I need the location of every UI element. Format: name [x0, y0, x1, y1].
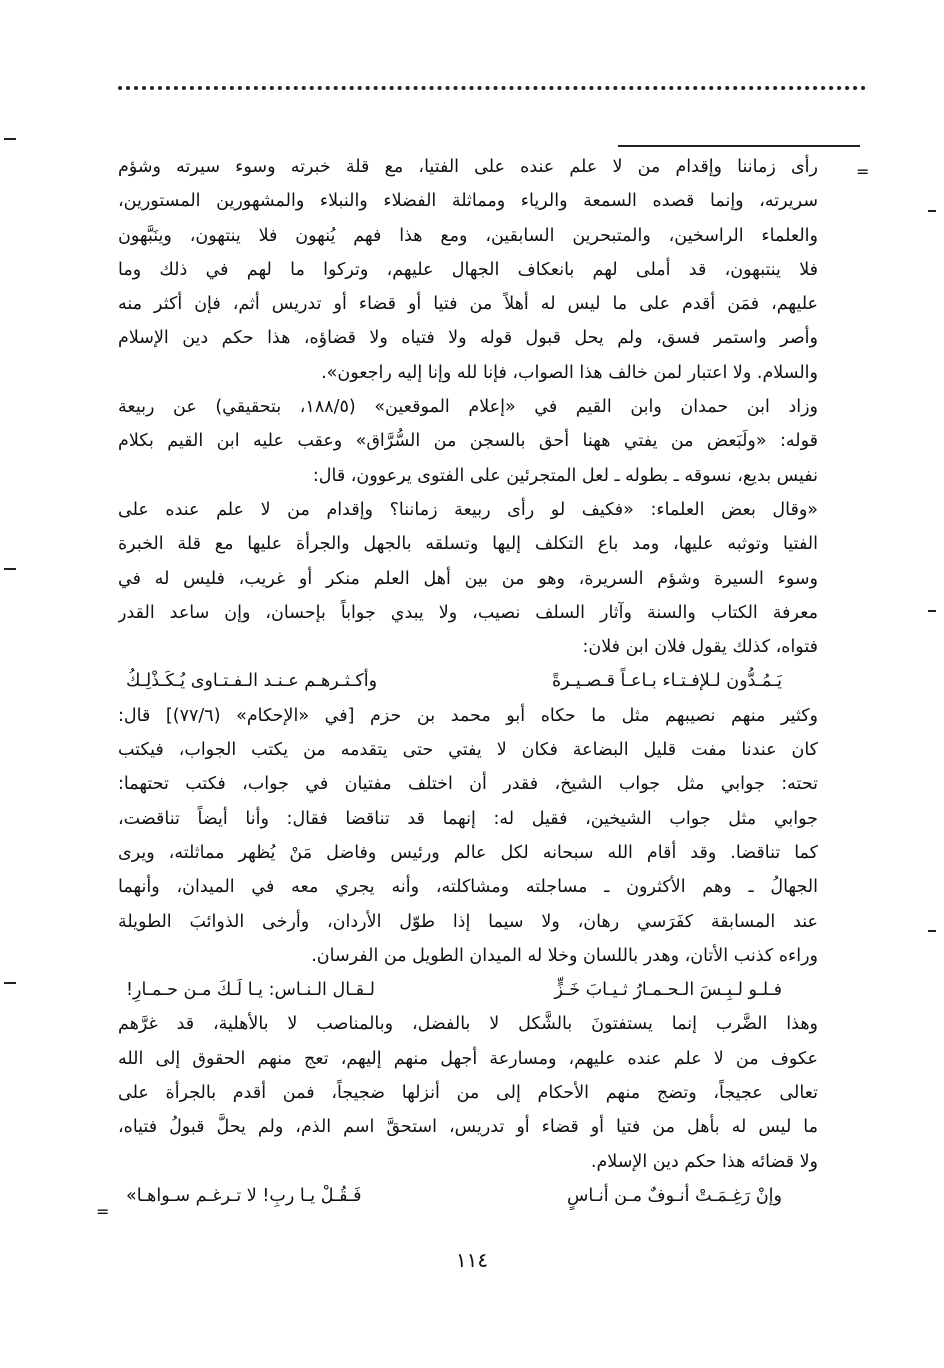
scan-edge-mark: [928, 210, 936, 212]
text-line: والعلماء الراسخين، والمتبحرين السابقين، ومع هذا فهم يُنهون فلا ينتهون، وينَبَّهون: [118, 225, 818, 246]
verse-second-hemistich: لـقـال الـنـاس: يـا لَـكَ مـن حـمـارِ!: [126, 980, 375, 1001]
text-line: تعالى عجيجاً، وتضج منهم الأحكام إلى من أنزلها ضجيجاً، فمن أقدم بالجرأة على: [118, 1083, 818, 1104]
text-line: «وقال بعض العلماء: «فكيف لو رأى ربيعة زماننا؟ وإقدام من لا علم عنده على: [118, 499, 818, 520]
continuation-mark-top: =: [856, 162, 870, 181]
scan-edge-mark: [4, 138, 16, 140]
paragraph-ibn-hamdan: [118, 390, 818, 493]
paragraph-ibn-hazm: [118, 699, 818, 973]
verse-first-hemistich: يَـمُـدُّون لـلإفـتـاء بـاعـاً قـصـيـرةً: [551, 671, 782, 692]
text-line: نفيس بديع، نسوقه ـ بطوله ـ لعل المتجرئين على الفتوى يرعوون، قال:: [312, 465, 818, 486]
footnote-separator-rule: [618, 145, 860, 147]
text-line: كان عندنا مفت قليل البضاعة فكان لا يفتي حتى يتقدمه من يكتب الجواب، فيكتب: [118, 740, 818, 761]
text-line: قوله: «ولَبَعض من يفتي ههنا أحق بالسجن من السُّرَّاق» وعقب عليه ابن القيم بكلام: [118, 431, 818, 452]
text-line: تحته: جوابي مثل جواب الشيخ، فقدر أن اختلف مفتيان في جواب، فكتب تحتهما:: [118, 774, 818, 795]
text-line: الفتيا وتوثبه عليها، ومد باع التكلف إليها وتسلقه بالجهل والجرأة عليها مع قلة الخبرة: [118, 534, 818, 555]
scan-edge-mark: [4, 982, 16, 984]
text-line: وكثير منهم نصيبهم مثل ما حكاه أبو محمد بن حزم [في «الإحكام» (٧٧/٦)] قال:: [118, 705, 818, 726]
footnote-continuation: [118, 150, 818, 390]
text-line: عند المسابقة كفَرَسي رهان، ولا سيما إذا طوّل الأردان، وأرخى الذوائبَ الطويلة: [118, 911, 818, 932]
scan-edge-mark: [928, 610, 936, 612]
text-line: جوابي مثل جواب الشيخين، فقيل له: إنهما قد تناقضا فقال: وأنا أيضاً تناقضت،: [118, 808, 818, 829]
text-line: معرفة الكتاب والسنة وآثار السلف نصيب، ولا يبدي جواباً بإحسان، وإن ساعد القدر: [118, 602, 818, 623]
page-body: [118, 150, 818, 1213]
text-line: وزاد ابن حمدان وابن القيم في «إعلام الموقعين» (١٨٨/٥، بتحقيقي) عن ربيعة: [118, 397, 818, 418]
text-line: وراءه كذنب الأتان، وهدر باللسان وخلا له الميدان الطويل من الفرسان.: [311, 945, 818, 966]
verse-second-hemistich: فَـقُـلْ يـا ربِ! لا تـرغـم سـواهـا»: [126, 1185, 362, 1206]
text-line: وأصر واستمر فسق، ولم يحل قبول قوله ولا فتياه ولا قضاؤه، هذا حكم دين الإسلام: [118, 328, 818, 349]
page-number: ١١٤: [455, 1248, 489, 1272]
text-line: عليهم، فمَن أقدم على ما ليس له أهلاً من فتيا أو قضاء أو تدريس أثم، فإن أكثر منه: [118, 294, 818, 315]
text-line: وهذا الضَّرب إنما يستفتونَ بالشَّكل لا بالفضل، وبالمناصب لا بالأهلية، قد غرَّهم: [118, 1014, 818, 1035]
text-line: سريرته، وإنما قصده السمعة والرياء ومماثلة الفضلاء والنبلاء والمشهورين المستورين،: [118, 191, 818, 212]
text-line: رأى زماننا وإقدام من لا علم عنده على الفتيا، مع قلة خبرته وسوء سيرته وشؤم: [118, 157, 818, 177]
scan-edge-mark: [4, 568, 16, 570]
paragraph-this-kind: [118, 1007, 818, 1178]
text-line: عكوف من لا علم عنده عليهم، ومسارعة أجهل منهم إليهم، تعج منهم الحقوق إلى الله: [118, 1048, 818, 1069]
text-line: فتواه، كذلك يقول فلان ابن فلان:: [582, 637, 818, 658]
text-line: فلا ينتبهون، قد أملى لهم بانعكاف الجهال عليهم، وتركوا ما لهم في ذلك وما: [118, 259, 818, 280]
poetry-verse: [118, 664, 818, 698]
poetry-verse: [118, 1179, 818, 1213]
verse-second-hemistich: وأكـثـرهـم عـنـد الـفـتـاوى يُـكَـذْلِـكُ: [126, 671, 378, 692]
poetry-verse: [118, 973, 818, 1007]
text-line: ما ليس له بأهل من فتيا أو قضاء أو تدريس، استحقَّ اسم الذم، ولم يحلَّ قبولُ فتياه،: [118, 1117, 818, 1138]
text-line: كما تناقضا. وقد أقام الله سبحانه لكل عالم ورئيس وفاضل مَنْ يُظهر مماثلته، ويرى: [118, 842, 818, 863]
paragraph-quote-scholars: [118, 493, 818, 664]
verse-first-hemistich: وإنْ رَغِـمَـتْ أنـوفٌ مـن أنـاسٍ: [567, 1185, 782, 1206]
scan-edge-mark: [928, 930, 936, 932]
text-line: وسوء السيرة وشؤم السريرة، وهو من بين أهل العلم منكر أو غريب، فليس له في: [118, 568, 818, 589]
text-line: والسلام. ولا اعتبار لمن خالف هذا الصواب، فإنا لله وإنا إليه راجعون».: [321, 362, 818, 383]
verse-first-hemistich: فـلـو لـبِـسَ الـحـمـارُ ثـيـابَ خَـزٍّ: [554, 980, 782, 1001]
text-line: ولا قضائه هذا حكم دين الإسلام.: [590, 1151, 818, 1172]
header-dotted-rule: [118, 86, 866, 90]
continuation-mark-bottom: =: [96, 1202, 110, 1221]
text-line: الجهالُ ـ وهم الأكثرون ـ مساجلته ومشاكلته، وأنه يجري معه في الميدان، وأنهما: [118, 877, 818, 898]
